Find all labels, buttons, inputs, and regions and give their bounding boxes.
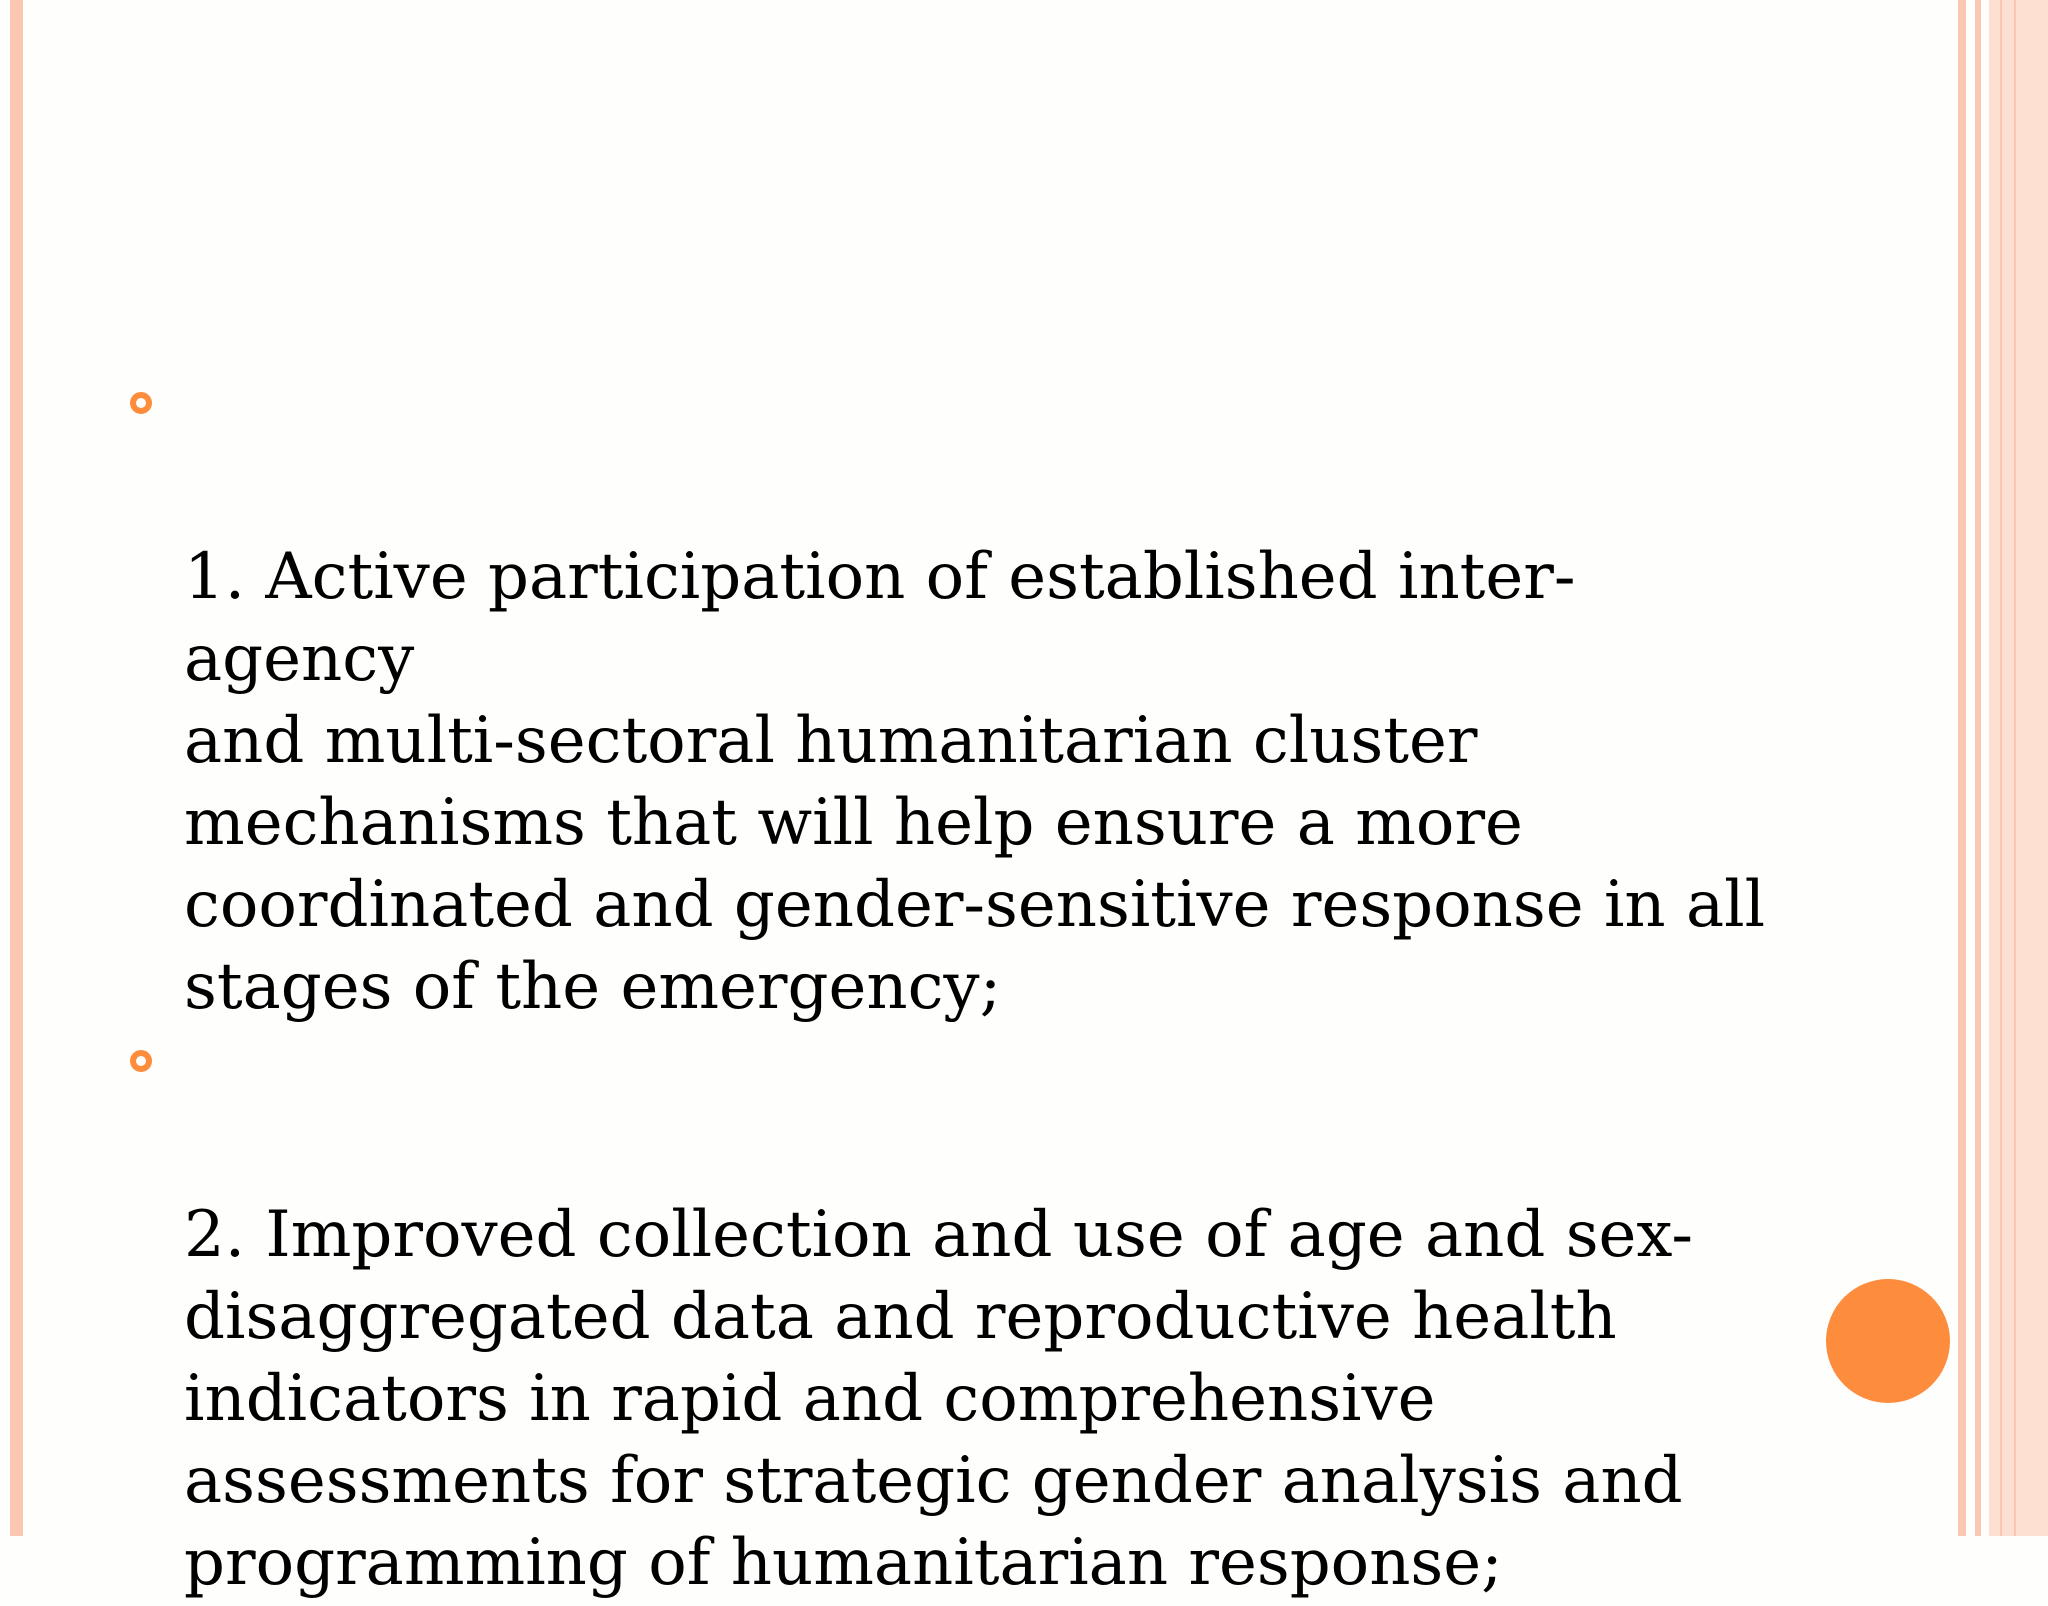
left-border-stripe xyxy=(10,0,23,1536)
slide-body xyxy=(130,372,1770,1606)
ring-bullet-icon xyxy=(130,392,152,414)
bullet-text-1: 1. Active participation of established inter-agency and multi-sectoral humanitarian cluster mechanisms that will help ensure a more coordinated and gender-sensitive response in all stages of the emergency; xyxy=(184,540,1766,1024)
decorative-orange-circle xyxy=(1826,1279,1950,1403)
right-border-stripe-middle xyxy=(1975,0,1981,1536)
right-border-line-a xyxy=(2000,0,2002,1536)
ring-bullet-icon xyxy=(130,1050,152,1072)
bullet-item-2 xyxy=(130,1030,1770,1604)
bullet-item-1 xyxy=(130,372,1770,1028)
bullet-text-2: 2. Improved collection and use of age and sex- disaggregated data and reproductive health indicators in rapid and comprehensive assessments for strategic gender analysis and programming of humanitarian response; xyxy=(184,1198,1693,1600)
right-border-band xyxy=(1989,0,2048,1536)
right-border-stripe-outer xyxy=(1958,0,1966,1536)
right-border-line-b xyxy=(2014,0,2016,1536)
